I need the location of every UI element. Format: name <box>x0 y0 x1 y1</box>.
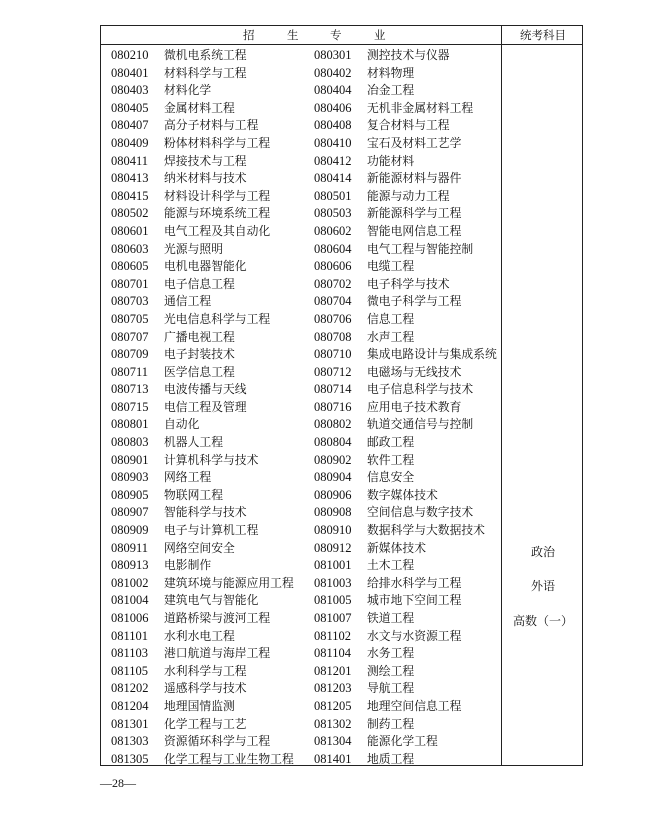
major-2: 邮政工程 <box>367 435 415 450</box>
major-1: 材料科学与工程 <box>164 65 247 80</box>
major-2: 地理空间信息工程 <box>367 698 462 713</box>
code-1: 080405 <box>111 100 149 115</box>
major-1: 智能科学与技术 <box>164 505 247 520</box>
table-row <box>101 82 501 100</box>
major-1: 道路桥梁与渡河工程 <box>164 611 271 625</box>
code-1: 080413 <box>111 171 149 186</box>
major-1: 地理国情监测 <box>164 698 235 713</box>
major-1: 建筑环境与能源应用工程 <box>164 575 294 590</box>
code-2: 080602 <box>314 223 352 238</box>
code-1: 080411 <box>111 153 149 168</box>
table-row <box>101 504 501 522</box>
table-row <box>101 592 501 610</box>
major-1: 金属材料工程 <box>164 100 235 115</box>
header-char: 专 <box>330 28 342 42</box>
major-1: 材料化学 <box>164 83 212 98</box>
major-1: 电子封装技术 <box>164 347 235 362</box>
major-2: 地质工程 <box>367 751 415 766</box>
major-1: 计算机科学与技术 <box>164 452 259 467</box>
table-row <box>101 100 501 118</box>
major-2: 宝石及材料工艺学 <box>367 135 462 150</box>
major-2: 城市地下空间工程 <box>367 593 462 608</box>
major-1: 光电信息科学与工程 <box>164 311 271 326</box>
major-1: 遥感科学与技术 <box>164 681 247 696</box>
code-1: 080911 <box>111 540 149 555</box>
code-2: 080716 <box>314 399 352 414</box>
major-1: 电气工程及其自动化 <box>164 223 271 238</box>
table-row <box>101 329 501 347</box>
major-1: 能源与环境系统工程 <box>164 206 271 221</box>
major-2: 铁道工程 <box>367 611 415 625</box>
code-1: 080701 <box>111 276 149 291</box>
major-1: 电信工程及管理 <box>164 399 247 414</box>
code-2: 080702 <box>314 276 352 291</box>
major-1: 建筑电气与智能化 <box>164 593 259 608</box>
table-row <box>101 452 501 470</box>
subject-foreign-language: 外语 <box>530 579 555 593</box>
code-2: 080904 <box>314 470 352 485</box>
major-2: 水文与水资源工程 <box>367 628 462 643</box>
subject-advanced-math: 高数（一） <box>512 614 573 628</box>
code-2: 080710 <box>314 347 352 362</box>
major-2: 能源与动力工程 <box>367 188 450 203</box>
major-1: 广播电视工程 <box>164 329 235 344</box>
table-row <box>101 645 501 663</box>
major-2: 冶金工程 <box>367 83 415 98</box>
code-1: 080709 <box>111 347 149 362</box>
major-1: 焊接技术与工程 <box>164 153 247 168</box>
code-2: 081302 <box>314 716 352 731</box>
table-row <box>101 293 501 311</box>
code-2: 081401 <box>314 751 352 766</box>
code-1: 080601 <box>111 223 149 238</box>
code-2: 081304 <box>314 734 352 749</box>
header-char: 招 <box>243 28 255 42</box>
major-1: 资源循环科学与工程 <box>164 734 271 749</box>
code-1: 081006 <box>111 611 149 625</box>
major-2: 微电子科学与工程 <box>367 294 462 309</box>
code-1: 080403 <box>111 83 149 98</box>
table-row <box>101 170 501 188</box>
code-1: 080603 <box>111 241 149 256</box>
major-2: 能源化学工程 <box>367 734 438 749</box>
table-row <box>101 733 501 751</box>
major-2: 集成电路设计与集成系统 <box>367 347 497 362</box>
code-2: 080408 <box>314 118 352 133</box>
table-row <box>101 205 501 223</box>
table-row <box>101 47 501 65</box>
major-1: 化学工程与工业生物工程 <box>164 751 294 766</box>
table-row <box>101 311 501 329</box>
table-row <box>101 751 501 769</box>
code-2: 081201 <box>314 663 352 678</box>
header-majors <box>101 26 502 44</box>
code-2: 081005 <box>314 593 352 608</box>
table-row <box>101 522 501 540</box>
table-row <box>101 698 501 716</box>
code-2: 080503 <box>314 206 352 221</box>
code-2: 081205 <box>314 698 352 713</box>
code-1: 081002 <box>111 575 149 590</box>
table-row <box>101 276 501 294</box>
code-2: 080908 <box>314 505 352 520</box>
code-1: 081204 <box>111 698 149 713</box>
code-2: 081102 <box>314 628 352 643</box>
table-row <box>101 346 501 364</box>
table-row <box>101 575 501 593</box>
table-body <box>101 47 501 768</box>
code-2: 080712 <box>314 364 352 379</box>
code-1: 080407 <box>111 118 149 133</box>
code-2: 081007 <box>314 611 352 625</box>
major-2: 电子信息科学与技术 <box>367 382 474 397</box>
code-1: 080907 <box>111 505 149 520</box>
code-2: 080714 <box>314 382 352 397</box>
major-2: 智能电网信息工程 <box>367 223 462 238</box>
major-1: 电子与计算机工程 <box>164 523 259 538</box>
major-1: 机器人工程 <box>164 435 223 450</box>
major-2: 轨道交通信号与控制 <box>367 417 474 432</box>
code-1: 080711 <box>111 364 149 379</box>
table-row <box>101 469 501 487</box>
major-2: 电缆工程 <box>367 259 415 274</box>
code-2: 080706 <box>314 311 352 326</box>
table-row <box>101 381 501 399</box>
table-row <box>101 399 501 417</box>
major-2: 信息工程 <box>367 311 415 326</box>
table-row <box>101 364 501 382</box>
code-1: 081101 <box>111 628 149 643</box>
major-1: 港口航道与海岸工程 <box>164 646 271 661</box>
code-1: 081105 <box>111 663 149 678</box>
code-2: 080412 <box>314 153 352 168</box>
code-2: 080406 <box>314 100 352 115</box>
code-1: 080409 <box>111 135 149 150</box>
table-row <box>101 434 501 452</box>
major-1: 物联网工程 <box>164 487 223 502</box>
header-char: 生 <box>287 28 299 42</box>
code-1: 080713 <box>111 382 149 397</box>
major-1: 医学信息工程 <box>164 364 235 379</box>
header-char: 业 <box>374 28 386 42</box>
table-row <box>101 223 501 241</box>
major-2: 电磁场与无线技术 <box>367 364 462 379</box>
major-2: 新媒体技术 <box>367 540 426 555</box>
major-1: 高分子材料与工程 <box>164 118 259 133</box>
major-2: 测控技术与仪器 <box>367 48 450 62</box>
code-1: 080502 <box>111 206 149 221</box>
code-2: 080404 <box>314 83 352 98</box>
major-2: 土木工程 <box>367 558 415 573</box>
code-1: 080715 <box>111 399 149 414</box>
code-1: 080401 <box>111 65 149 80</box>
major-2: 数据科学与大数据技术 <box>367 523 485 538</box>
code-1: 080415 <box>111 188 149 203</box>
major-1: 电机电器智能化 <box>164 259 247 274</box>
code-1: 080801 <box>111 417 149 432</box>
header-subjects: 统考科目 <box>501 26 584 44</box>
code-2: 080804 <box>314 435 352 450</box>
table-row <box>101 663 501 681</box>
code-1: 080707 <box>111 329 149 344</box>
major-2: 材料物理 <box>367 65 415 80</box>
code-1: 080803 <box>111 435 149 450</box>
table-row <box>101 610 501 628</box>
code-2: 080802 <box>314 417 352 432</box>
major-1: 水利科学与工程 <box>164 663 247 678</box>
major-1: 材料设计科学与工程 <box>164 188 271 203</box>
table-row <box>101 65 501 83</box>
major-2: 信息安全 <box>367 470 415 485</box>
major-1: 电波传播与天线 <box>164 382 247 397</box>
major-2: 数字媒体技术 <box>367 487 438 502</box>
major-1: 纳米材料与技术 <box>164 171 247 186</box>
major-2: 导航工程 <box>367 681 415 696</box>
code-2: 080906 <box>314 487 352 502</box>
code-2: 080912 <box>314 540 352 555</box>
table-row <box>101 628 501 646</box>
major-2: 水声工程 <box>367 329 415 344</box>
major-1: 化学工程与工艺 <box>164 716 247 731</box>
code-2: 080704 <box>314 294 352 309</box>
code-1: 080705 <box>111 311 149 326</box>
major-1: 网络空间安全 <box>164 540 235 555</box>
major-2: 制药工程 <box>367 716 415 731</box>
major-2: 电子科学与技术 <box>367 276 450 291</box>
table-row <box>101 487 501 505</box>
major-1: 微机电系统工程 <box>164 48 247 62</box>
code-2: 080910 <box>314 523 352 538</box>
code-2: 080501 <box>314 188 352 203</box>
majors-table <box>100 25 583 766</box>
code-1: 081301 <box>111 716 149 731</box>
major-2: 复合材料与工程 <box>367 118 450 133</box>
major-2: 水务工程 <box>367 646 415 661</box>
major-2: 空间信息与数字技术 <box>367 505 474 520</box>
major-2: 软件工程 <box>367 452 415 467</box>
major-1: 自动化 <box>164 417 200 432</box>
major-2: 应用电子技术教育 <box>367 399 462 414</box>
code-1: 081004 <box>111 593 149 608</box>
code-1: 081202 <box>111 681 149 696</box>
code-2: 080902 <box>314 452 352 467</box>
major-1: 网络工程 <box>164 470 212 485</box>
code-1: 081103 <box>111 646 149 661</box>
table-row <box>101 557 501 575</box>
page-number: —28— <box>100 776 136 790</box>
table-row <box>101 241 501 259</box>
table-header <box>101 26 582 45</box>
code-1: 081303 <box>111 734 149 749</box>
code-2: 081203 <box>314 681 352 696</box>
table-row <box>101 258 501 276</box>
code-2: 080414 <box>314 171 352 186</box>
code-1: 081305 <box>111 751 149 766</box>
major-2: 功能材料 <box>367 153 415 168</box>
major-2: 给排水科学与工程 <box>367 575 462 590</box>
code-2: 080410 <box>314 135 352 150</box>
code-2: 080301 <box>314 48 352 62</box>
major-1: 光源与照明 <box>164 241 223 256</box>
column-divider <box>501 45 502 766</box>
major-1: 电影制作 <box>164 558 212 573</box>
table-row <box>101 188 501 206</box>
code-1: 080210 <box>111 48 149 62</box>
major-2: 电气工程与智能控制 <box>367 241 474 256</box>
table-row <box>101 117 501 135</box>
major-2: 测绘工程 <box>367 663 415 678</box>
major-2: 新能源科学与工程 <box>367 206 462 221</box>
major-2: 无机非金属材料工程 <box>367 100 474 115</box>
code-1: 080901 <box>111 452 149 467</box>
subject-politics: 政治 <box>530 545 555 559</box>
table-row <box>101 153 501 171</box>
code-1: 080913 <box>111 558 149 573</box>
code-1: 080703 <box>111 294 149 309</box>
major-1: 粉体材料科学与工程 <box>164 135 271 150</box>
major-2: 新能源材料与器件 <box>367 171 462 186</box>
code-1: 080903 <box>111 470 149 485</box>
code-1: 080905 <box>111 487 149 502</box>
code-1: 080605 <box>111 259 149 274</box>
code-2: 081003 <box>314 575 352 590</box>
code-2: 081001 <box>314 558 352 573</box>
major-1: 通信工程 <box>164 294 212 309</box>
table-row <box>101 416 501 434</box>
code-2: 081104 <box>314 646 352 661</box>
table-row <box>101 716 501 734</box>
table-row <box>101 135 501 153</box>
major-1: 电子信息工程 <box>164 276 235 291</box>
major-1: 水利水电工程 <box>164 628 235 643</box>
code-2: 080402 <box>314 65 352 80</box>
table-row <box>101 540 501 558</box>
table-row <box>101 680 501 698</box>
code-2: 080606 <box>314 259 352 274</box>
code-2: 080604 <box>314 241 352 256</box>
code-1: 080909 <box>111 523 149 538</box>
code-2: 080708 <box>314 329 352 344</box>
